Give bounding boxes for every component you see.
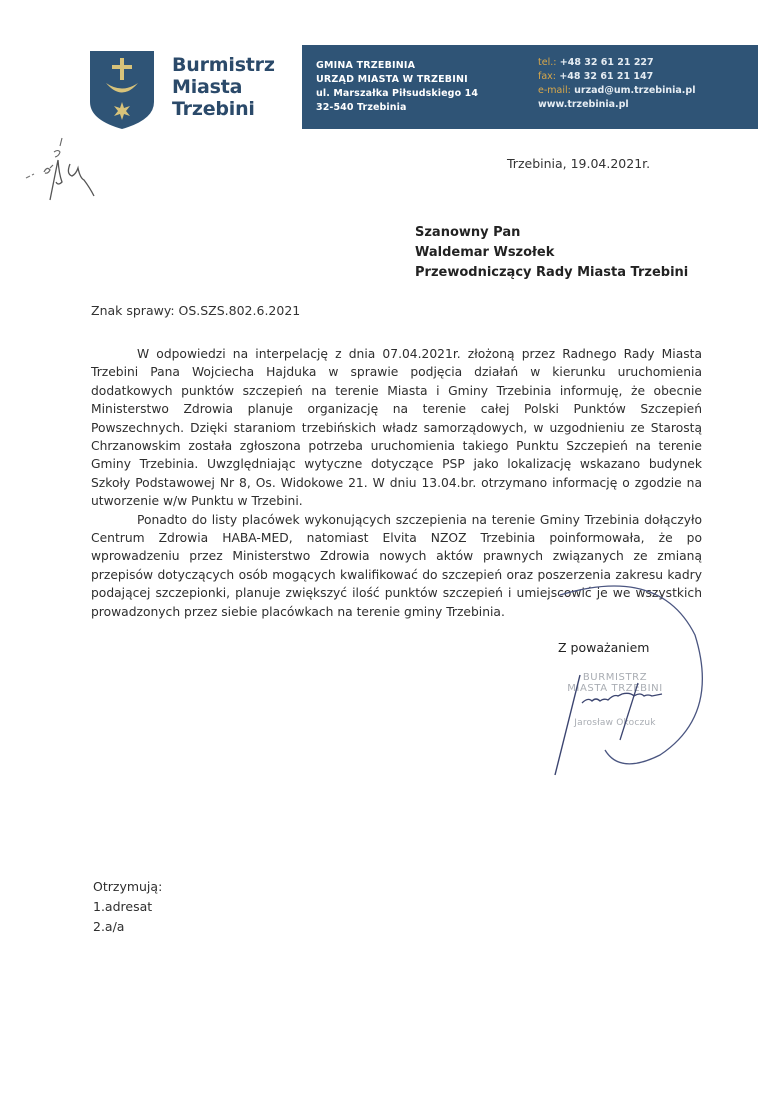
recipients-item: 1.adresat (93, 899, 153, 914)
brand-line: Miasta (172, 76, 243, 98)
closing-salutation: Z poważaniem (558, 640, 650, 655)
handwritten-date-initials-icon (20, 128, 140, 208)
office-street: ul. Marszałka Piłsudskiego 14 (316, 88, 479, 99)
contact-fax (538, 70, 695, 84)
stamp-line: MIASTA TRZEBINI (567, 683, 663, 694)
office-department: URZĄD MIASTA W TRZEBINI (316, 74, 468, 85)
phone-value: +48 32 61 21 227 (559, 57, 654, 68)
letterhead-info-bar (302, 45, 758, 129)
body-paragraph: Ponadto do listy placówek wykonujących szczepienia na terenie Gminy Trzebinia dołączyło Centrum Zdrowia HABA-MED, natomiast Elvita NZOZ Trzebinia poinformowała, że po wprowadzeniu przez Ministerstwo Zdrowia nowych aktów prawnych związanych ze zmianą przepisów dotyczących osób mogących kwalifikować do szczepień oraz poszerzenia zakresu kadry podającej szczepionki, planuje zwiększyć ilość punktów szczepień i umiejscowić je we wszystkich prowadzonych przez siebie placówkach na terenie gminy Trzebinia. (91, 512, 702, 619)
stamp-line: BURMISTRZ (582, 672, 648, 683)
email-value: urzad@um.trzebinia.pl (574, 85, 696, 96)
fax-label: fax: (538, 71, 556, 82)
brand-line: Trzebini (172, 98, 255, 120)
office-postal: 32-540 Trzebinia (316, 102, 407, 113)
recipient-name: Waldemar Wszołek (415, 245, 555, 260)
office-name: GMINA TRZEBINIA (316, 60, 416, 71)
contact-website: www.trzebinia.pl (538, 99, 629, 110)
brand-title (172, 54, 275, 120)
office-contact (538, 56, 695, 112)
signature-icon (520, 575, 720, 785)
body-paragraph: W odpowiedzi na interpelację z dnia 07.04.2021r. złożoną przez Radnego Rady Miasta Trzebini Pana Wojciecha Hajduka w sprawie podjęcia działań w kierunku uruchomienia dodatkowych punktów szczepień na terenie Miasta i Gminy Trzebinia informuję, że obecnie Ministerstwo Zdrowia planuje organizację na terenie całej Polski Punktów Szczepień Powszechnych. Dzięki staraniom trzebińskich władz samorządowych, w uzgodnieniu ze Starostą Chrzanowskim została zgłoszona potrzeba uruchomienia takiego Punktu Szczepień na terenie Gminy Trzebinia. Uwzględniając wytyczne dotyczące PSP jako lokalizację wskazano budynek Szkoły Podstawowej Nr 8, Os. Widokowe 21. W dniu 13.04.br. otrzymano informację o zgodzie na utworzenie w/w Punktu w Trzebini. (91, 347, 702, 509)
recipients-heading: Otrzymują: (93, 879, 163, 894)
coat-of-arms-logo (89, 50, 155, 130)
recipient-salutation: Szanowny Pan (415, 225, 521, 240)
fax-value: +48 32 61 21 147 (559, 71, 654, 82)
handwritten-annotation (20, 128, 140, 208)
handwritten-signature (520, 575, 720, 785)
recipient-block (415, 223, 688, 283)
crest-shield-icon (89, 50, 155, 130)
email-label: e-mail: (538, 85, 571, 96)
recipients-item: 2.a/a (93, 919, 125, 934)
phone-label: tel.: (538, 57, 557, 68)
office-address (316, 59, 478, 115)
recipient-title: Przewodniczący Rady Miasta Trzebini (415, 265, 689, 280)
letter-date: Trzebinia, 19.04.2021r. (507, 156, 651, 171)
stamp-signatory-name: Jarosław Okoczuk (574, 718, 656, 728)
recipients-list (93, 877, 162, 937)
brand-line: Burmistrz (172, 54, 275, 76)
contact-email (538, 84, 695, 98)
contact-phone (538, 56, 695, 70)
case-reference: Znak sprawy: OS.SZS.802.6.2021 (91, 303, 301, 318)
